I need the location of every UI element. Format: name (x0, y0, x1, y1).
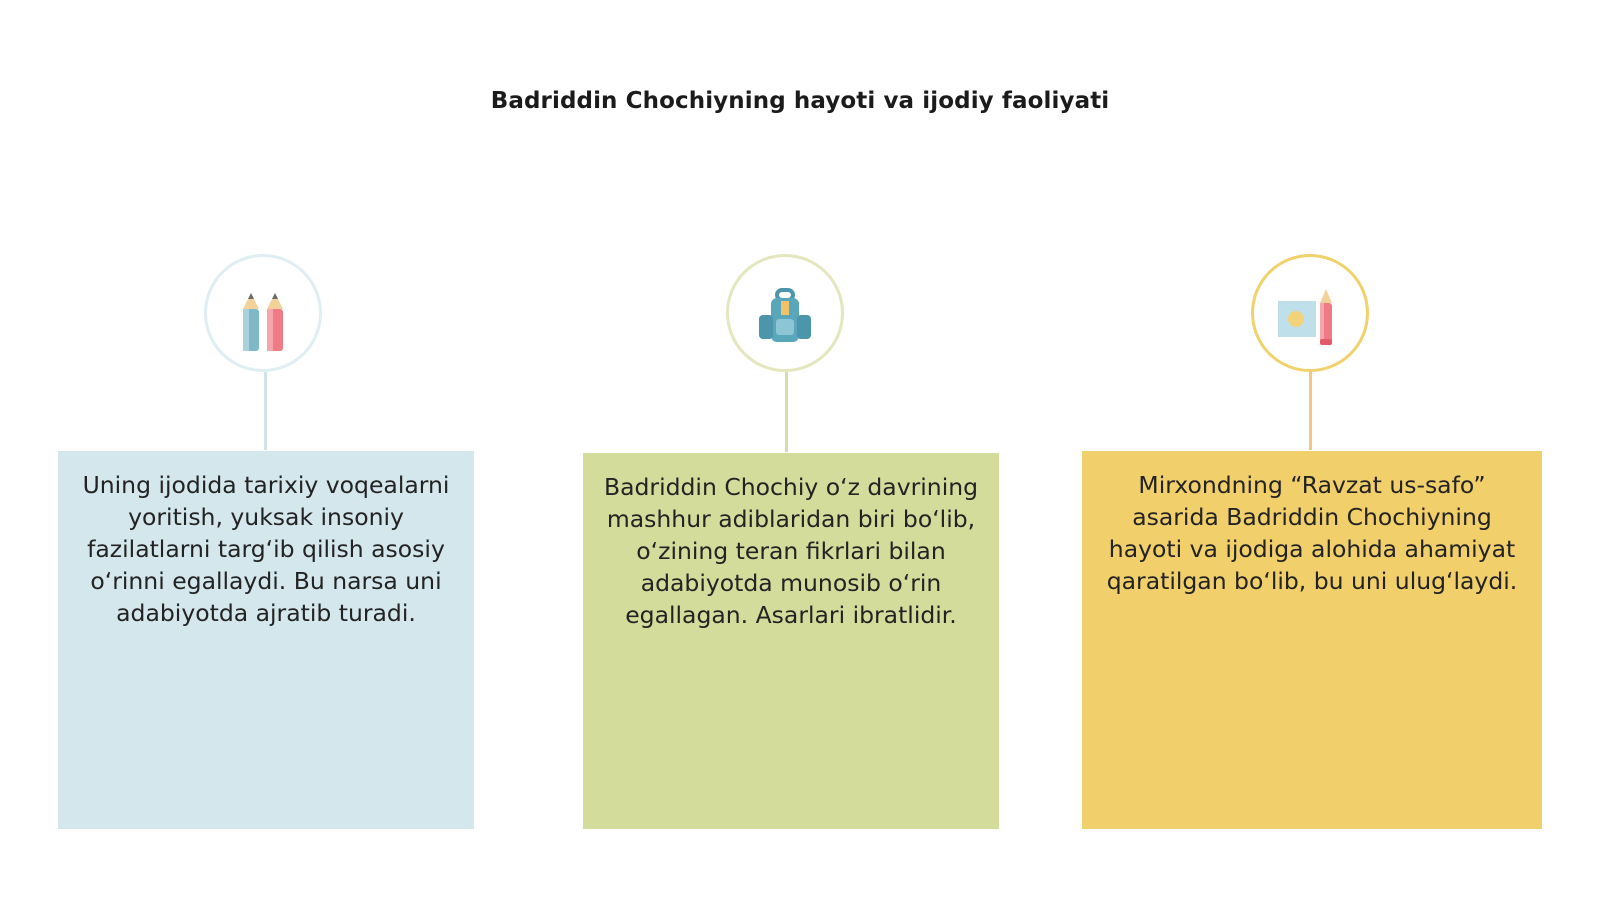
info-card-1 (58, 451, 474, 829)
icon-circle-3 (1251, 254, 1369, 372)
icon-circle-2 (726, 254, 844, 372)
page-title: Badriddin Chochiyning hayoti va ijodiy faoliyati (490, 88, 1110, 114)
icon-circle-1 (204, 254, 322, 372)
info-card-2-text: Badriddin Chochiy o‘z davrining mashhur adiblaridan biri bo‘lib, o‘zining teran fikrlari bilan adabiyotda munosib o‘rin egallagan. Asarlari ibratlidir. (603, 473, 979, 629)
info-card-1-text: Uning ijodida tarixiy voqealarni yoritish, yuksak insoniy fazilatlarni targ‘ib qilish asosiy o‘rinni egallaydi. Bu narsa uni adabiyotda ajratib turadi. (82, 471, 450, 627)
info-card-2 (583, 453, 999, 829)
drawing-pencil-icon (1254, 257, 1366, 369)
connector-line-3 (1309, 372, 1312, 450)
connector-line-1 (264, 372, 267, 450)
connector-line-2 (785, 372, 788, 452)
info-card-3 (1082, 451, 1542, 829)
pencils-icon (207, 257, 319, 369)
backpack-icon (729, 257, 841, 369)
info-card-3-text: Mirxondning “Ravzat us-safo” asarida Badriddin Chochiyning hayoti va ijodiga alohida ahamiyat qaratilgan bo‘lib, bu uni ulug‘laydi. (1106, 471, 1518, 595)
